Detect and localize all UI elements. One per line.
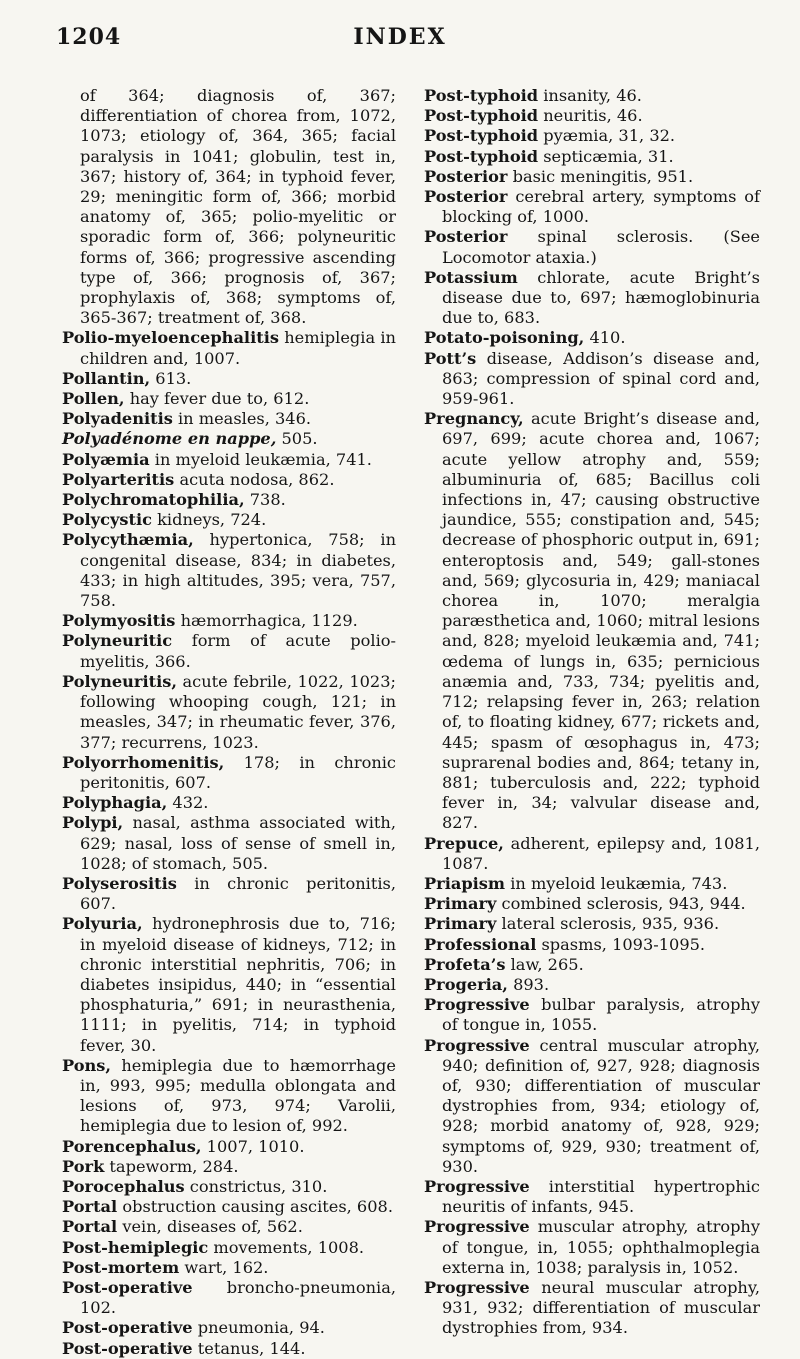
index-entry-references: basic meningitis, 951. [507, 166, 694, 186]
index-entry-references: hypertonica, 758; in congenital disease, 834; in diabetes, 433; in high altitudes, 395; vera, 757, 758. [80, 530, 396, 611]
index-entry [62, 611, 396, 631]
index-entry-heading: Progressive [424, 995, 530, 1015]
index-entry [62, 672, 396, 753]
index-entry-heading: Polyneuritis, [62, 671, 177, 691]
page-header [0, 24, 800, 64]
index-entry-references: acute Bright’s disease and, 697, 699; acute chorea and, 1067; acute yellow atrophy and, 559; albuminuria of, 685; Bacillus coli infections in, 47; causing obstructive jaundice, 555; constipation and, 545; decrease of phosphoric output in, 691; enteroptosis and, 549; gall-stones and, 569; glycosuria in, 429; maniacal chorea in, 1070; meralgia paræsthetica and, 1060; mitral lesions and, 828; myeloid leukæmia and, 741; œdema of lungs in, 635; pernicious anæmia and, 733, 734; pyelitis and, 712; relapsing fever in, 263; relation of, to floating kidney, 677; rickets and, 445; spasm of œsophagus in, 473; suprarenal bodies and, 864; tetany in, 881; tuberculosis and, 222; typhoid fever in, 34; valvular disease and, 827. [442, 409, 760, 833]
index-entry [424, 126, 760, 146]
index-entry [424, 955, 760, 975]
index-entry-heading: Prepuce, [424, 833, 504, 853]
index-entry-references: adherent, epilepsy and, 1081, 1087. [442, 833, 760, 873]
index-entry-references: form of acute polio-myelitis, 366. [80, 631, 396, 671]
index-entry [62, 1318, 396, 1338]
index-entry-references: vein, diseases of, 562. [117, 1217, 303, 1237]
index-entry-heading: Polyneuritic [62, 631, 173, 651]
index-entry-heading: Progeria, [424, 974, 508, 994]
index-entry-heading: Pregnancy, [424, 409, 524, 429]
index-entry-heading: Priapism [424, 873, 506, 893]
index-entry-heading: Polyadenitis [62, 409, 173, 429]
index-entry-heading: Progressive [424, 1176, 530, 1196]
index-entry [62, 328, 396, 368]
index-column-left [62, 86, 396, 1359]
index-entry-references: nasal, asthma associated with, 629; nasal, loss of sense of smell in, 1028; of stomach, 505. [80, 813, 396, 873]
index-entry-references: acute febrile, 1022, 1023; following whooping cough, 121; in measles, 347; in rheumatic fever, 376, 377; recurrens, 1023. [80, 671, 396, 752]
index-entry-heading: Post-mortem [62, 1257, 180, 1277]
index-entry [424, 1217, 760, 1278]
index-entry-references: hemiplegia due to hæmorrhage in, 993, 995; medulla oblongata and lesions of, 973, 974; Varolii, hemiplegia due to lesion of, 992. [80, 1055, 396, 1136]
index-entry-heading: Polychromatophilia, [62, 490, 245, 510]
index-entry [62, 1137, 396, 1157]
index-entry-heading: Polypi, [62, 813, 124, 833]
index-entry-heading: Pollantin, [62, 368, 151, 388]
index-entry [62, 369, 396, 389]
index-entry-heading: Post-typhoid [424, 106, 539, 126]
index-entry [424, 995, 760, 1035]
index-entry [62, 1238, 396, 1258]
index-column-right [424, 86, 760, 1339]
index-entry-references: in myeloid leukæmia, 743. [505, 873, 728, 893]
index-entry [62, 1258, 396, 1278]
index-entry [62, 409, 396, 429]
index-entry-heading: Polymyositis [62, 611, 176, 631]
index-entry-references: insanity, 46. [538, 86, 642, 105]
index-entry-references: of 364; diagnosis of, 367; differentiation of chorea from, 1072, 1073; etiology of, 364, 365; facial paralysis in 1041; globulin, test in, 367; history of, 364; in typhoid fever, 29; meningitic form of, 366; morbid anatomy of, 365; polio-myelitic or sporadic form of, 366; polyneuritic forms of, 366; progressive ascending type of, 366; prognosis of, 367; prophylaxis of, 368; symptoms of, 365-367; treatment of, 368. [80, 86, 396, 328]
index-entry [62, 793, 396, 813]
index-entry-heading: Portal [62, 1217, 118, 1237]
index-entry-references: 410. [584, 328, 626, 348]
index-entry [62, 874, 396, 914]
index-entry [62, 914, 396, 1055]
index-entry-references: obstruction causing ascites, 608. [117, 1197, 393, 1217]
index-entry [62, 1278, 396, 1318]
index-entry-references: cerebral artery, symptoms of blocking of, 1000. [442, 187, 760, 227]
index-entry-references: spinal sclerosis. (See Locomotor ataxia.) [442, 227, 760, 267]
index-entry-heading: Polyphagia, [62, 793, 168, 813]
index-entry [424, 268, 760, 329]
index-entry-references: in chronic peritonitis, 607. [80, 873, 396, 914]
index-entry [424, 874, 760, 894]
index-entry-heading: Primary [424, 914, 497, 934]
index-entry-references: pyæmia, 31, 32. [538, 126, 676, 146]
index-entry-heading: Post-operative [62, 1338, 193, 1358]
index-entry [424, 328, 760, 348]
index-entry [424, 187, 760, 227]
index-entry-references: wart, 162. [179, 1257, 269, 1277]
index-entry [62, 510, 396, 530]
index-entry-references: septicæmia, 31. [538, 146, 674, 166]
index-entry [62, 631, 396, 671]
index-entry [62, 389, 396, 409]
index-entry [424, 106, 760, 126]
index-entry-heading: Pott’s [424, 348, 477, 368]
index-entry [424, 834, 760, 874]
index-entry [62, 1339, 396, 1359]
index-entry-heading: Polyorrhomenitis, [62, 752, 225, 772]
index-entry-references: 505. [276, 429, 318, 449]
index-entry [424, 1177, 760, 1217]
index-entry-references: combined sclerosis, 943, 944. [496, 894, 746, 914]
index-entry-references: spasms, 1093-1095. [536, 934, 706, 954]
index-entry [424, 1036, 760, 1177]
index-entry-references: 432. [167, 793, 209, 813]
index-entry-references: hemiplegia in children and, 1007. [80, 328, 396, 368]
index-entry [424, 86, 760, 106]
index-entry [424, 894, 760, 914]
index-entry-references: law, 265. [505, 954, 584, 974]
index-entry-heading: Polyserositis [62, 873, 177, 893]
index-entry-heading: Pork [62, 1156, 105, 1176]
index-entry-references: 893. [507, 974, 550, 994]
index-entry-references: movements, 1008. [208, 1237, 365, 1257]
index-entry-references: chlorate, acute Bright’s disease due to, 697; hæmoglobinuria due to, 683. [442, 267, 760, 328]
index-entry-heading: Post-operative [62, 1277, 193, 1297]
index-entry-references: 178; in chronic peritonitis, 607. [80, 752, 396, 792]
index-entry [62, 1217, 396, 1237]
index-entry-heading: Post-operative [62, 1318, 193, 1338]
index-entry-references: tetanus, 144. [192, 1338, 306, 1358]
index-entry-heading: Polyarteritis [62, 469, 175, 489]
index-entry-heading: Post-typhoid [424, 86, 539, 105]
index-entry [62, 470, 396, 490]
index-entry [424, 1278, 760, 1339]
index-entry-references: disease, Addison’s disease and, 863; compression of spinal cord and, 959-961. [442, 348, 760, 409]
index-entry-heading: Polio-myeloencephalitis [62, 328, 279, 348]
index-entry-references: 613. [150, 368, 192, 388]
index-entry-heading: Polyuria, [62, 914, 143, 934]
index-entry-heading: Post-typhoid [424, 146, 539, 166]
index-entry-references: acuta nodosa, 862. [174, 469, 335, 489]
index-entry [424, 935, 760, 955]
index-entry [62, 753, 396, 793]
index-entry-heading: Porencephalus, [62, 1136, 202, 1156]
index-entry [62, 1157, 396, 1177]
index-entry-references: 1007, 1010. [201, 1136, 305, 1156]
index-entry-heading: Progressive [424, 1035, 530, 1055]
index-entry-heading: Posterior [424, 227, 508, 247]
index-entry-references: hay fever due to, 612. [124, 389, 310, 409]
index-entry-heading: Polyadénome en nappe, [62, 429, 277, 449]
index-entry-references: 738. [244, 490, 286, 510]
running-title: INDEX [353, 24, 447, 50]
index-entry [62, 530, 396, 611]
index-entry-heading: Profeta’s [424, 954, 506, 974]
index-entry-heading: Polycystic [62, 510, 152, 530]
index-entry-references: interstitial hypertrophic neuritis of infants, 945. [442, 1176, 760, 1217]
page-number: 1204 [56, 24, 122, 50]
index-entry [62, 813, 396, 874]
index-entry-heading: Pons, [62, 1055, 112, 1075]
index-entry [424, 409, 760, 833]
index-entry [62, 1177, 396, 1197]
index-entry-references: muscular atrophy, atrophy of tongue, in, 1055; ophthalmoplegia externa in, 1038; paralysis in, 1052. [442, 1217, 760, 1277]
index-entry-heading: Potato-poisoning, [424, 328, 585, 348]
index-entry [424, 167, 760, 187]
index-entry-heading: Posterior [424, 166, 508, 186]
index-entry-heading: Polycythæmia, [62, 530, 194, 550]
index-entry-references: hæmorrhagica, 1129. [175, 611, 358, 631]
index-entry [424, 914, 760, 934]
index-entry-heading: Professional [424, 934, 537, 954]
index-entry [62, 1056, 396, 1137]
index-entry-heading: Primary [424, 894, 497, 914]
index-entry-heading: Post-hemiplegic [62, 1237, 209, 1257]
index-entry-references: neuritis, 46. [538, 106, 643, 126]
index-entry [62, 429, 396, 449]
index-entry-heading: Porocephalus [62, 1176, 185, 1196]
index-entry [424, 975, 760, 995]
index-entry-heading: Progressive [424, 1277, 530, 1297]
index-entry-references: neural muscular atrophy, 931, 932; differentiation of muscular dystrophies from, 934. [442, 1277, 760, 1338]
index-entry-heading: Progressive [424, 1217, 530, 1237]
index-entry-heading: Potassium [424, 267, 518, 287]
index-entry-references: lateral sclerosis, 935, 936. [496, 914, 720, 934]
index-entry-heading: Pollen, [62, 389, 125, 409]
index-entry-heading: Posterior [424, 187, 508, 207]
index-entry [62, 1197, 396, 1217]
index-entry-references: bulbar paralysis, atrophy of tongue in, 1055. [442, 995, 760, 1035]
index-entry-references: in measles, 346. [172, 409, 312, 429]
index-entry-references: in myeloid leukæmia, 741. [149, 449, 372, 469]
index-entry-heading: Polyæmia [62, 449, 150, 469]
index-entry [62, 86, 396, 328]
index-entry-heading: Portal [62, 1197, 118, 1217]
index-entry-references: kidneys, 724. [151, 510, 267, 530]
index-entry [424, 147, 760, 167]
index-entry [62, 490, 396, 510]
index-entry-heading: Post-typhoid [424, 126, 539, 146]
index-entry-references: tapeworm, 284. [104, 1156, 239, 1176]
index-entry [424, 227, 760, 267]
index-entry-references: constrictus, 310. [184, 1176, 328, 1196]
index-entry-references: central muscular atrophy, 940; definition of, 927, 928; diagnosis of, 930; differentiation of muscular dystrophies from, 934; etiology of, 928; morbid anatomy of, 928, 929; symptoms of, 929, 930; treatment of, 930. [442, 1035, 760, 1176]
index-entry-references: hydronephrosis due to, 716; in myeloid disease of kidneys, 712; in chronic interstitial nephritis, 706; in diabetes insipidus, 440; in “essential phosphaturia,” 691; in neurasthenia, 1111; in pyelitis, 714; in typhoid fever, 30. [80, 914, 396, 1055]
index-entry-references: pneumonia, 94. [192, 1318, 325, 1338]
index-entry [62, 450, 396, 470]
index-entry-references: broncho-pneumonia, 102. [80, 1277, 396, 1318]
index-entry [424, 349, 760, 410]
